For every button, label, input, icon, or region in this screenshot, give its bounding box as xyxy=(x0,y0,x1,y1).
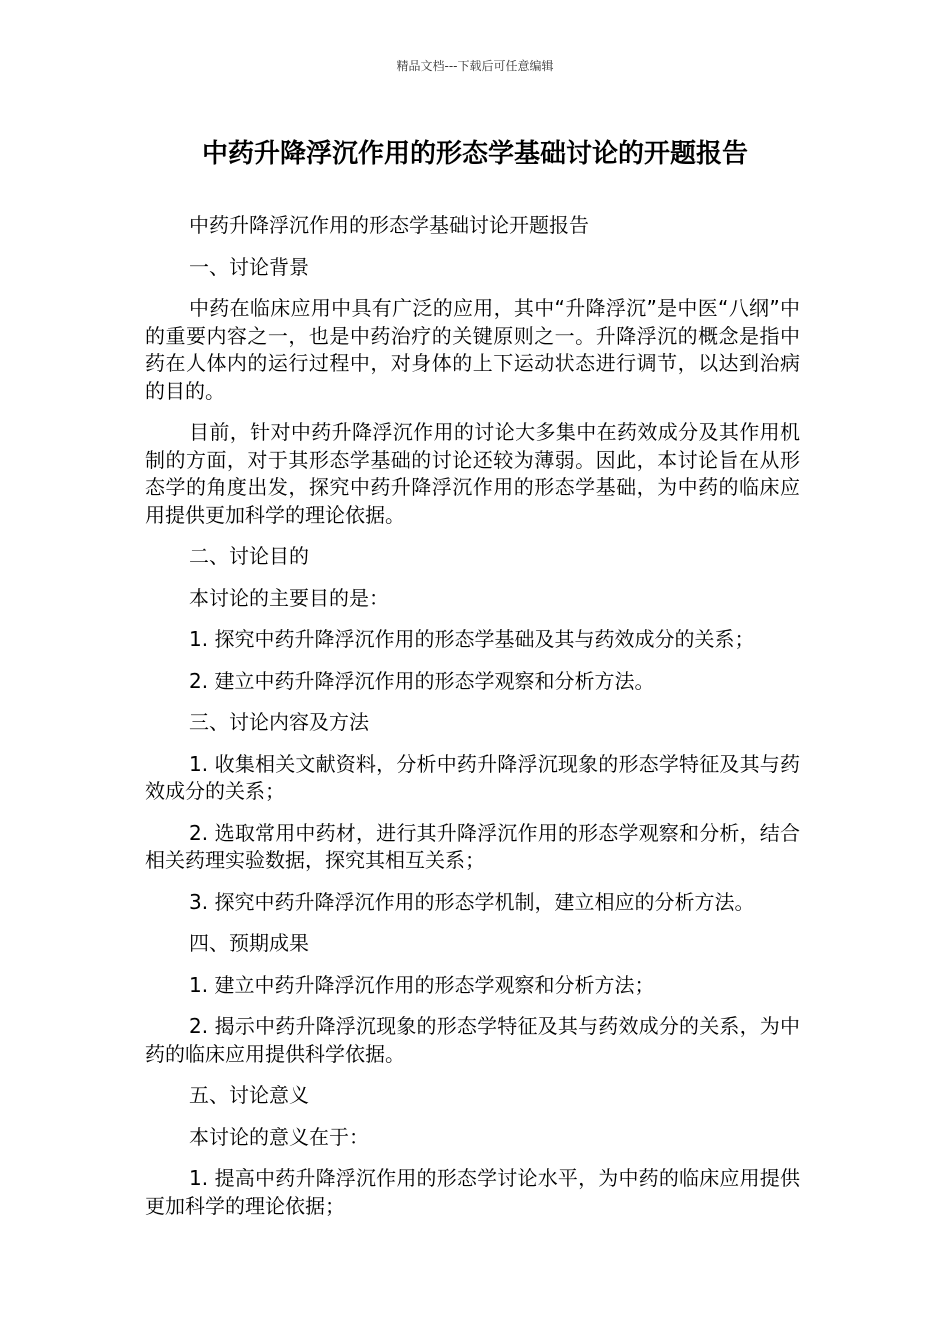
list-item-significance-1: 1. 提高中药升降浮沉作用的形态学讨论水平，为中药的临床应用提供更加科学的理论依据； xyxy=(145,1166,800,1218)
paragraph-significance-intro: 本讨论的意义在于： xyxy=(189,1124,369,1149)
section-heading-purpose: 二、讨论目的 xyxy=(189,544,309,568)
list-item-result-2: 2. 揭示中药升降浮沉现象的形态学特征及其与药效成分的关系，为中药的临床应用提供科学依据。 xyxy=(145,1014,800,1066)
header-note: 精品文档---下载后可任意编辑 xyxy=(396,59,554,73)
list-item-result-1: 1. 建立中药升降浮沉作用的形态学观察和分析方法； xyxy=(189,972,655,997)
paragraph-background-2: 目前，针对中药升降浮沉作用的讨论大多集中在药效成分及其作用机制的方面，对于其形态学基础的讨论还较为薄弱。因此，本讨论旨在从形态学的角度出发，探究中药升降浮沉作用的形态学基础，为中药的临床应用提供更加科学的理论依据。 xyxy=(145,420,800,527)
document-body xyxy=(145,212,800,1234)
section-heading-significance: 五、讨论意义 xyxy=(189,1083,309,1107)
list-item-method-3: 3. 探究中药升降浮沉作用的形态学机制，建立相应的分析方法。 xyxy=(189,889,755,914)
list-item-purpose-1: 1. 探究中药升降浮沉作用的形态学基础及其与药效成分的关系； xyxy=(189,627,755,651)
section-heading-content-methods: 三、讨论内容及方法 xyxy=(189,710,369,734)
list-item-method-2: 2. 选取常用中药材，进行其升降浮沉作用的形态学观察和分析，结合相关药理实验数据，探究其相互关系； xyxy=(145,820,800,872)
paragraph-purpose-intro: 本讨论的主要目的是： xyxy=(189,585,389,610)
subtitle-line: 中药升降浮沉作用的形态学基础讨论开题报告 xyxy=(189,213,589,237)
document-title: 中药升降浮沉作用的形态学基础讨论的开题报告 xyxy=(201,139,748,169)
section-heading-expected-results: 四、预期成果 xyxy=(189,931,309,955)
list-item-purpose-2: 2. 建立中药升降浮沉作用的形态学观察和分析方法。 xyxy=(189,668,655,693)
section-heading-background: 一、讨论背景 xyxy=(189,254,309,279)
list-item-method-1: 1. 收集相关文献资料，分析中药升降浮沉现象的形态学特征及其与药效成分的关系； xyxy=(145,751,800,803)
paragraph-background-1: 中药在临床应用中具有广泛的应用，其中“升降浮沉”是中医“八纲”中的重要内容之一，也是中药治疗的关键原则之一。升降浮沉的概念是指中药在人体内的运行过程中，对身体的上下运动状态进行调节，以达到治病的目的。 xyxy=(145,296,800,403)
